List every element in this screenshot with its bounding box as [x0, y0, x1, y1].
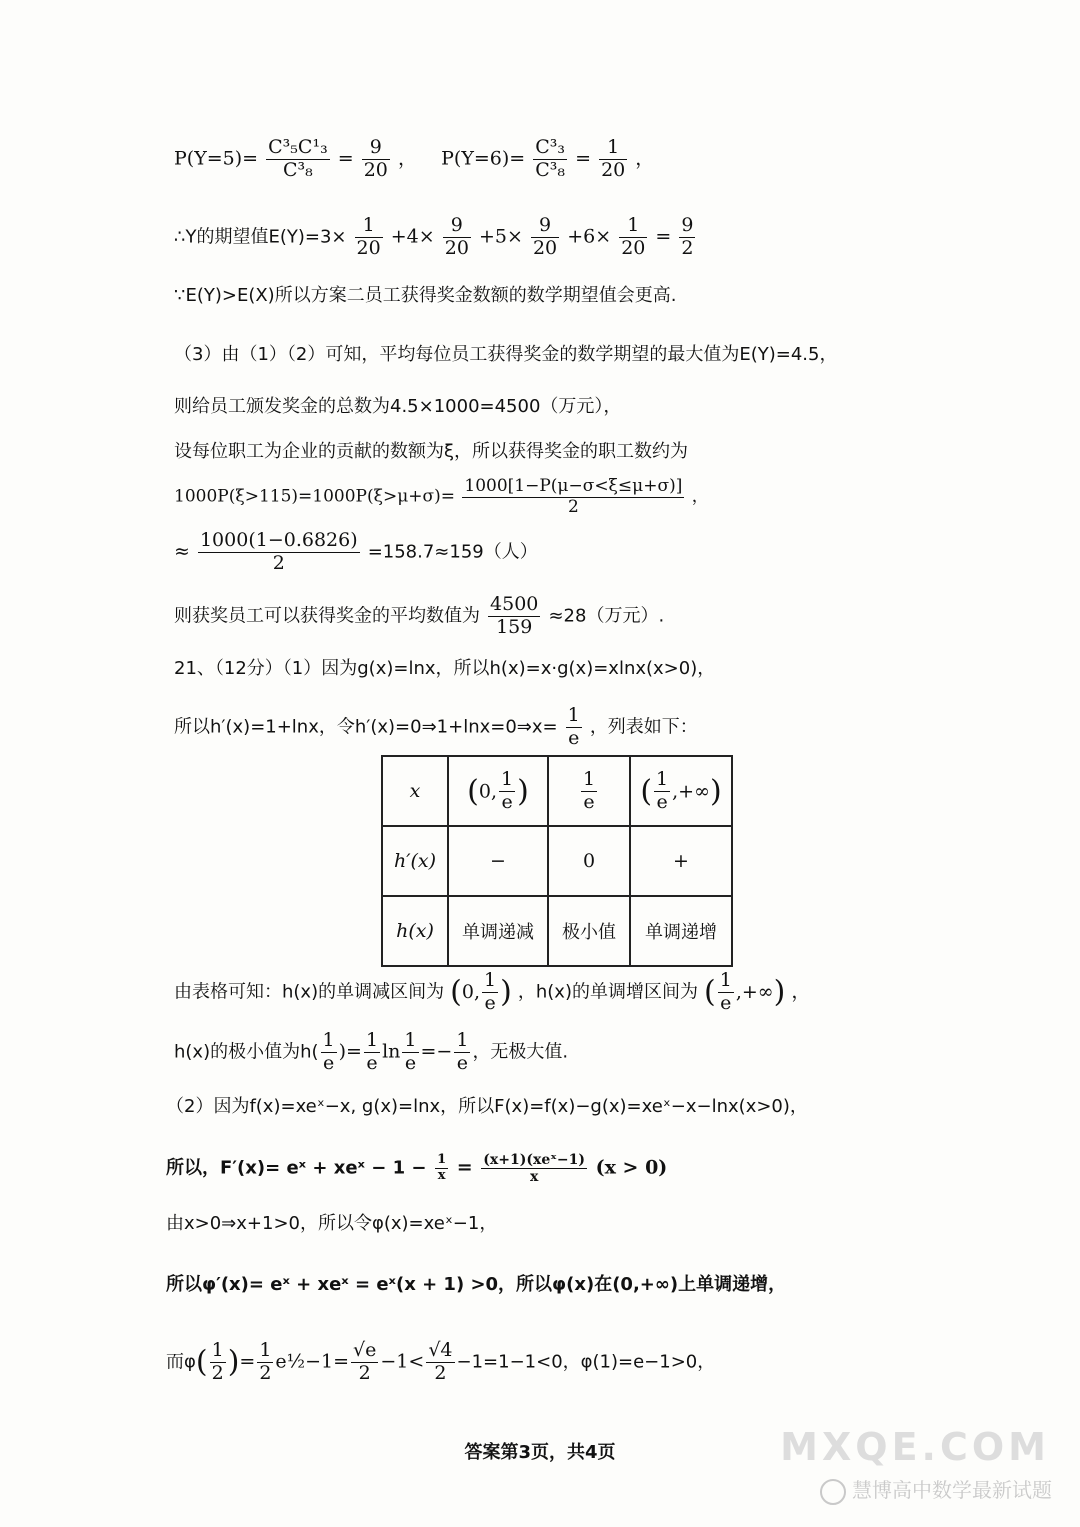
text: ，h(x)的单调增区间为	[517, 981, 698, 1003]
interval-line	[174, 970, 810, 1015]
text: 所以，F′(x)= eˣ + xeˣ − 1 −	[166, 1157, 427, 1179]
text: =	[575, 147, 592, 170]
numerator: 1	[437, 1152, 447, 1168]
part3-line: （3）由（1）（2）可知，平均每位员工获得奖金的数学期望的最大值为E(Y)=4.5，	[174, 344, 838, 365]
table-cell	[382, 756, 448, 826]
fraction	[355, 215, 383, 260]
q21-line: 21、（12分）（1）因为g(x)=lnx，所以h(x)=x·g(x)=xlnx(x>0)，	[174, 658, 716, 679]
text: ，	[791, 980, 811, 1003]
denominator: 159	[496, 615, 533, 638]
paren: )	[227, 1344, 240, 1380]
monotonicity-table	[381, 755, 733, 967]
fraction	[599, 137, 627, 182]
paren: )	[517, 773, 529, 809]
fraction	[198, 530, 360, 575]
fraction	[679, 215, 695, 260]
table-row	[382, 826, 732, 896]
table-cell: −	[448, 826, 548, 896]
text: 1000P(ξ>115)=1000P(ξ>μ+σ)=	[174, 486, 455, 507]
text: ，无极大值.	[472, 1041, 569, 1063]
cell-text: h(x)	[396, 920, 434, 942]
denominator: 20	[532, 236, 558, 259]
paren: )	[773, 974, 786, 1010]
text: ,+∞	[672, 780, 710, 802]
table-row	[382, 756, 732, 826]
text: 则获奖员工可以获得奖金的平均数值为	[174, 605, 480, 627]
denominator: e	[456, 1051, 469, 1074]
text: 0,	[478, 780, 498, 802]
denominator: e	[583, 790, 595, 813]
text: =	[337, 147, 354, 170]
denominator: 2	[259, 1361, 272, 1384]
text: =	[456, 1156, 473, 1179]
text: ln	[382, 1040, 401, 1063]
table-row	[382, 896, 732, 966]
numerator: 1	[501, 767, 514, 790]
text: ≈	[174, 540, 190, 563]
denominator: e	[404, 1051, 417, 1074]
numerator: 1	[719, 969, 732, 991]
numerator: 1	[656, 767, 669, 790]
fraction	[581, 769, 597, 814]
denominator: e	[720, 991, 732, 1014]
table-cell	[382, 826, 448, 896]
paren: )	[500, 974, 512, 1010]
numerator: 1	[582, 767, 596, 790]
numerator: 1	[259, 1339, 272, 1361]
text: +4×	[390, 225, 435, 248]
denominator: 2	[567, 496, 579, 517]
denominator: 20	[444, 236, 469, 259]
fraction	[210, 1340, 226, 1385]
text: ≈28（万元）.	[548, 605, 665, 627]
denominator: 20	[601, 158, 626, 181]
text: ,+∞	[735, 980, 774, 1003]
numerator: 1	[567, 704, 580, 726]
fraction	[533, 137, 567, 182]
text: 由表格可知：h(x)的单调减区间为	[174, 981, 445, 1003]
fraction	[499, 769, 515, 814]
numerator: C³₅C¹₃	[268, 136, 328, 158]
denominator: 2	[211, 1361, 224, 1384]
average-line	[174, 594, 664, 639]
denominator: e	[366, 1051, 378, 1074]
numerator: 1000(1−0.6826)	[199, 529, 358, 551]
fraction	[402, 1030, 418, 1075]
fraction	[454, 1030, 470, 1075]
text: =	[239, 1350, 256, 1373]
denominator: 2	[681, 236, 694, 259]
part2-line: （2）因为f(x)=xeˣ−x, g(x)=lnx，所以F(x)=f(x)−g(x)=xeˣ−x−lnx(x>0)，	[166, 1096, 808, 1117]
text: +6×	[567, 225, 612, 248]
text: =	[655, 225, 672, 248]
phi-values-line	[166, 1340, 715, 1385]
numerator: 1	[355, 215, 383, 238]
total-line: 则给员工颁发奖金的总数为4.5×1000=4500（万元），	[174, 396, 622, 417]
denominator: C³₈	[535, 158, 566, 181]
denominator: 20	[356, 236, 381, 259]
phi-derivative-line: 所以φ′(x)= eˣ + xeˣ = eˣ(x + 1) >0，所以φ(x)在(0,+∞)上单调递增，	[166, 1274, 787, 1295]
page-footer: 答案第3页，共4页	[464, 1442, 616, 1463]
denominator: e	[501, 790, 513, 813]
text: ∴Y的期望值E(Y)=3×	[174, 226, 347, 248]
f-prime-line	[166, 1152, 667, 1185]
text: ，	[691, 486, 709, 507]
fraction	[364, 1030, 380, 1075]
table-cell: 极小值	[548, 896, 630, 966]
text: h(x)的极小值为h(	[174, 1041, 319, 1063]
denominator: 20	[363, 158, 388, 181]
denominator: 2	[272, 551, 285, 574]
text: )=	[338, 1040, 362, 1063]
fraction	[351, 1340, 378, 1385]
cell-text: x	[409, 780, 421, 802]
denominator: e	[568, 726, 580, 749]
numerator: √4	[428, 1339, 453, 1361]
numerator: 1	[211, 1339, 224, 1361]
numerator: 1	[484, 969, 497, 991]
text: =158.7≈159（人）	[367, 541, 538, 563]
fraction	[443, 215, 471, 260]
fraction	[462, 477, 684, 517]
fraction	[426, 1340, 454, 1385]
fraction	[566, 705, 582, 750]
approx-line	[174, 530, 538, 575]
derivative-line	[174, 705, 698, 750]
numerator: 4500	[490, 593, 539, 615]
paren: (	[704, 974, 716, 1010]
compare-line: ∵E(Y)>E(X)所以方案二员工获得奖金数额的数学期望值会更高.	[174, 285, 677, 306]
text: P(Y=5)=	[174, 147, 259, 170]
numerator: 1	[599, 137, 627, 160]
numerator: 9	[531, 215, 559, 238]
numerator: 1000[1−P(μ−σ<ξ≤μ+σ)]	[464, 476, 683, 496]
text: (x > 0)	[595, 1156, 668, 1179]
text: 所以h′(x)=1+lnx，令h′(x)=0⇒1+lnx=0⇒x=	[174, 716, 558, 738]
prob-line	[174, 137, 654, 182]
text: ，	[397, 147, 417, 170]
table-cell: +	[630, 826, 732, 896]
expectation-line	[174, 215, 697, 260]
table-cell: 单调递减	[448, 896, 548, 966]
text: +5×	[478, 225, 523, 248]
fraction	[654, 769, 670, 814]
table-cell: 单调递增	[630, 896, 732, 966]
text: −1=1−1<0，φ(1)=e−1>0，	[456, 1351, 716, 1373]
numerator: 1	[619, 215, 647, 238]
table-cell: 0	[548, 826, 630, 896]
numerator: 9	[443, 215, 471, 238]
fraction	[619, 215, 647, 260]
paren: (	[450, 974, 462, 1010]
denominator: 2	[358, 1361, 371, 1384]
denominator: 2	[434, 1361, 447, 1384]
cell-text: h′(x)	[393, 850, 437, 872]
numerator: 1	[456, 1029, 469, 1051]
fraction	[435, 1153, 448, 1184]
phi-definition-line: 由x>0⇒x+1>0，所以令φ(x)=xeˣ−1，	[166, 1213, 498, 1234]
fraction	[257, 1340, 273, 1385]
denominator: C³₈	[283, 158, 313, 181]
denominator: e	[656, 790, 668, 813]
watermark-logo: MXQE.COM	[780, 1425, 1050, 1469]
numerator: 9	[362, 137, 390, 160]
text: e½−1=	[275, 1350, 350, 1373]
text: 而φ	[166, 1351, 196, 1373]
numerator: C³₃	[535, 136, 566, 158]
min-value-line	[174, 1030, 568, 1075]
calc-line	[174, 477, 709, 517]
table-cell	[630, 756, 732, 826]
numerator: √e	[353, 1339, 377, 1361]
table-cell	[382, 896, 448, 966]
numerator: 9	[681, 214, 694, 236]
fraction	[481, 1152, 587, 1185]
text: −1<	[380, 1350, 425, 1373]
numerator: 1	[322, 1029, 335, 1051]
text: P(Y=6)=	[441, 147, 526, 170]
denominator: e	[484, 991, 496, 1014]
text: 0,	[461, 980, 481, 1003]
paren: (	[195, 1344, 208, 1380]
assume-line: 设每位职工为企业的贡献的数额为ξ，所以获得奖金的职工数约为	[174, 441, 689, 462]
paren: (	[640, 773, 653, 809]
fraction	[531, 215, 559, 260]
fraction	[482, 970, 498, 1015]
fraction	[362, 137, 390, 182]
fraction	[266, 137, 330, 182]
fraction	[321, 1030, 337, 1075]
numerator: 1	[365, 1029, 379, 1051]
fraction	[488, 594, 540, 639]
denominator: x	[437, 1168, 446, 1184]
numerator: 1	[404, 1029, 417, 1051]
wechat-icon	[820, 1479, 846, 1505]
fraction	[718, 970, 734, 1015]
watermark-text: 慧博高中数学最新试题	[852, 1478, 1052, 1502]
denominator: e	[322, 1051, 335, 1074]
denominator: 20	[621, 236, 646, 259]
watermark	[820, 1474, 1052, 1505]
denominator: x	[529, 1169, 539, 1186]
table-cell	[448, 756, 548, 826]
text: ，	[635, 147, 655, 170]
paren: )	[709, 773, 722, 809]
text: =−	[420, 1040, 453, 1063]
text: ，列表如下：	[589, 716, 698, 738]
paren: (	[467, 773, 479, 809]
numerator: (x+1)(xeˣ−1)	[483, 1152, 585, 1168]
table-cell	[548, 756, 630, 826]
